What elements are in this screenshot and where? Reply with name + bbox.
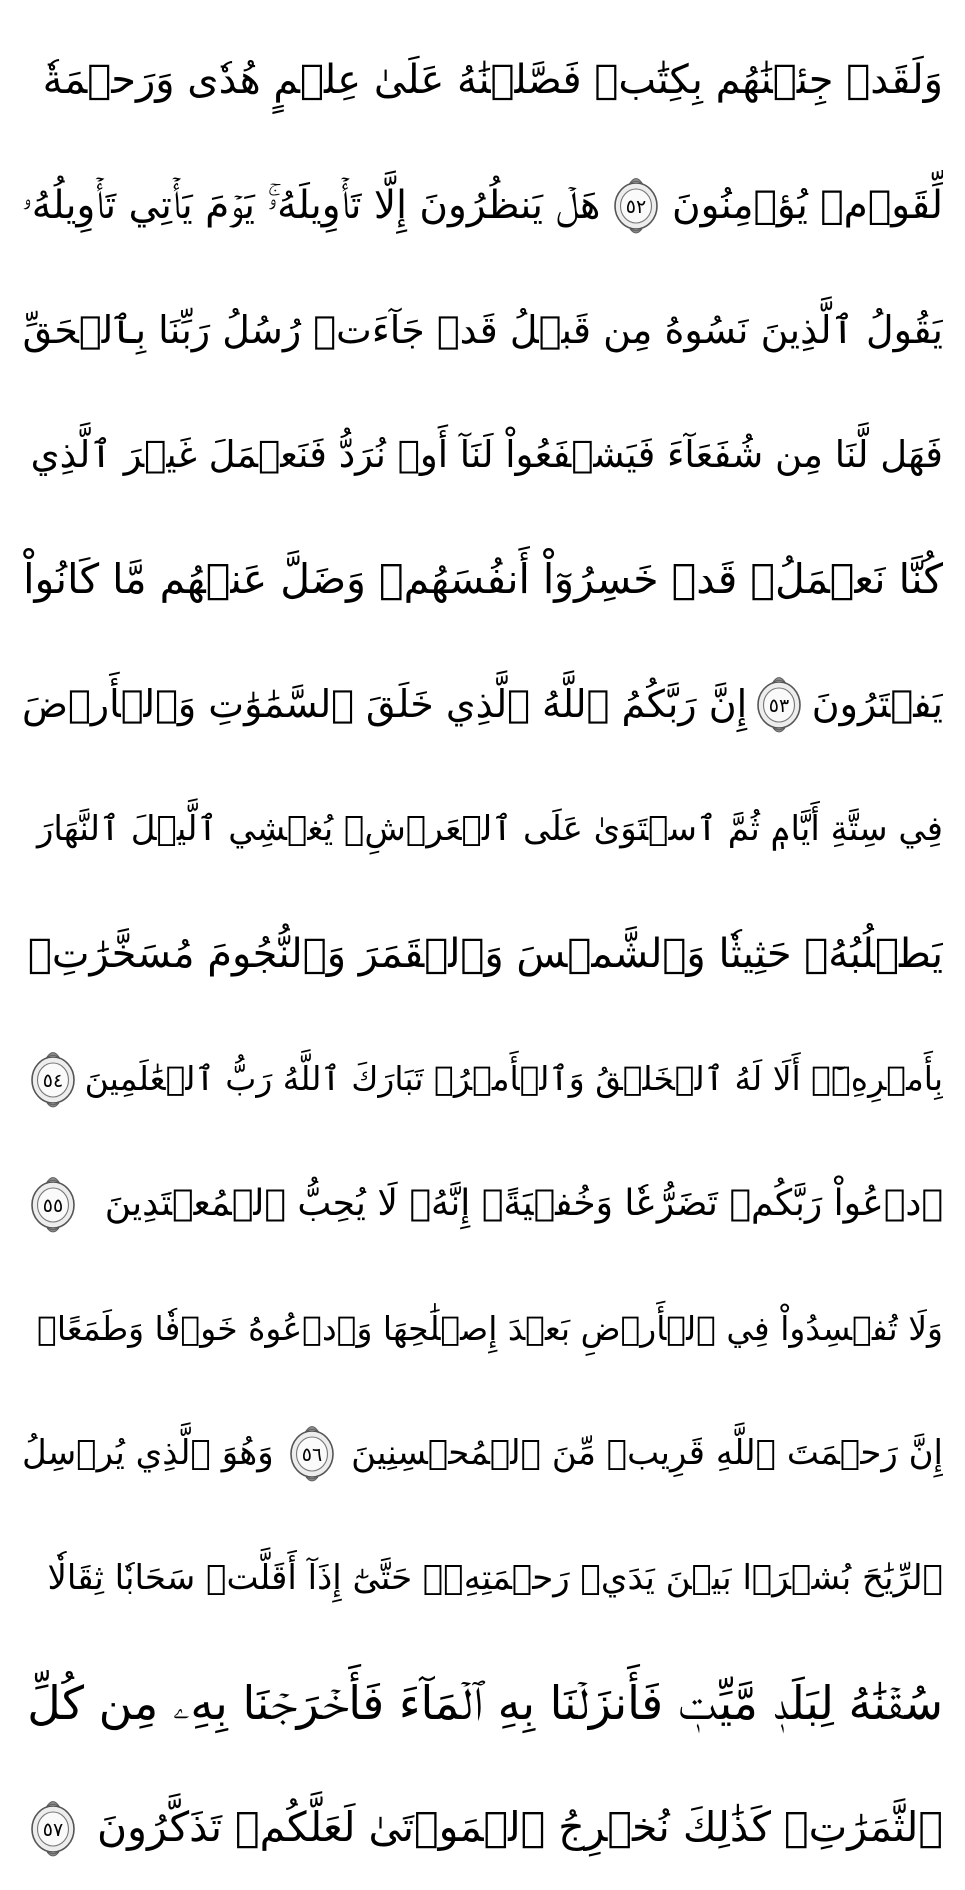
verse-line	[22, 1516, 943, 1641]
ayah-number: ٥٧	[42, 1818, 64, 1841]
ayah-number: ٥٦	[302, 1444, 323, 1467]
ayah-number-marker	[28, 1047, 78, 1111]
verse-text: يَفۡتَرُونَ	[811, 682, 943, 727]
verse-line	[22, 642, 943, 767]
ayah-number: ٥٣	[769, 695, 790, 718]
ayah-number: ٥٤	[42, 1069, 64, 1092]
verse-line	[22, 892, 943, 1017]
ayah-number: ٥٢	[626, 196, 647, 219]
verse-line	[22, 392, 943, 517]
verse-text: إِنَّ رَبَّكُمُ ٱللَّهُ ٱلَّذِي خَلَقَ ٱلسَّمَٰوَٰتِ وَٱلۡأَرۡضَ	[22, 682, 748, 727]
verse-text: يَطۡلُبُهُۥ حَثِيثٗا وَٱلشَّمۡسَ وَٱلۡقَمَرَ وَٱلنُّجُومَ مُسَخَّرَٰتِۭ	[27, 930, 943, 977]
verse-line	[22, 1640, 943, 1765]
ayah-ornament-icon	[287, 1421, 337, 1485]
ayah-number-marker	[28, 1796, 78, 1860]
verse-text: وَلَا تُفۡسِدُواْ فِي ٱلۡأَرۡضِ بَعۡدَ إِصۡلَٰحِهَا وَٱدۡعُوهُ خَوۡفٗا وَطَمَعًاۚ	[37, 1308, 943, 1348]
verse-line	[22, 1391, 943, 1516]
ayah-ornament-icon	[28, 1796, 78, 1860]
verse-text: لِّقَوۡمٖ يُؤۡمِنُونَ	[672, 182, 943, 228]
ayah-number: ٥٥	[42, 1194, 64, 1217]
verse-line	[22, 1141, 943, 1266]
ayah-number-marker	[611, 173, 661, 237]
verse-line	[22, 1266, 943, 1391]
verse-text: كُنَّا نَعۡمَلُۚ قَدۡ خَسِرُوٓاْ أَنفُسَهُمۡ وَضَلَّ عَنۡهُم مَّا كَانُواْ	[23, 555, 943, 604]
verse-line	[22, 1765, 943, 1890]
verse-line	[22, 18, 943, 143]
verse-line	[22, 767, 943, 892]
verse-text: فِي سِتَّةِ أَيَّامٖ ثُمَّ ٱسۡتَوَىٰ عَلَى ٱلۡعَرۡشِۖ يُغۡشِي ٱلَّيۡلَ ٱلنَّهَارَ	[36, 809, 943, 850]
verse-text: إِنَّ رَحۡمَتَ ٱللَّهِ قَرِيبٞ مِّنَ ٱلۡمُحۡسِنِينَ	[351, 1433, 943, 1474]
verse-line	[22, 517, 943, 642]
verse-text: بِأَمۡرِهِۦٓۗ أَلَا لَهُ ٱلۡخَلۡقُ وَٱلۡأَمۡرُۗ تَبَارَكَ ٱللَّهُ رَبُّ ٱلۡعَٰلَمِينَ	[84, 1059, 943, 1099]
verse-text: فَهَل لَّنَا مِن شُفَعَآءَ فَيَشۡفَعُواْ لَنَآ أَوۡ نُرَدُّ فَنَعۡمَلَ غَيۡرَ ٱلَّذِي	[30, 433, 943, 477]
verse-text: ٱلرِّيَٰحَ بُشۡرَۢا بَيۡنَ يَدَيۡ رَحۡمَتِهِۦۖ حَتَّىٰٓ إِذَآ أَقَلَّتۡ سَحَابٗا ثِقَالٗا	[47, 1557, 943, 1598]
verse-text: ٱدۡعُواْ رَبَّكُمۡ تَضَرُّعٗا وَخُفۡيَةًۚ إِنَّهُۥ لَا يُحِبُّ ٱلۡمُعۡتَدِينَ	[104, 1182, 943, 1224]
ayah-ornament-icon	[28, 1172, 78, 1236]
verse-line	[22, 268, 943, 393]
verse-text: وَلَقَدۡ جِئۡنَٰهُم بِكِتَٰبٖ فَصَّلۡنَٰهُ عَلَىٰ عِلۡمٍ هُدٗى وَرَحۡمَةٗ	[42, 57, 943, 104]
ayah-number-marker	[754, 672, 804, 736]
verse-text: سُقۡنَٰهُ لِبَلَدٖ مَّيِّتٖ فَأَنزَلۡنَا بِهِ ٱلۡمَآءَ فَأَخۡرَجۡنَا بِهِۦ مِن كُلِّ	[27, 1675, 943, 1730]
verse-text: ٱلثَّمَرَٰتِۚ كَذَٰلِكَ نُخۡرِجُ ٱلۡمَوۡتَىٰ لَعَلَّكُمۡ تَذَكَّرُونَ	[97, 1803, 943, 1852]
ayah-number-marker	[287, 1421, 337, 1485]
verse-text: وَهُوَ ٱلَّذِي يُرۡسِلُ	[22, 1433, 274, 1474]
verse-text: يَقُولُ ٱلَّذِينَ نَسُوهُ مِن قَبۡلُ قَدۡ جَآءَتۡ رُسُلُ رَبِّنَا بِٱلۡحَقِّ	[22, 307, 943, 352]
ayah-ornament-icon	[28, 1047, 78, 1111]
ayah-ornament-icon	[611, 173, 661, 237]
verse-text: هَلۡ يَنظُرُونَ إِلَّا تَأۡوِيلَهُۥۚ يَوۡمَ يَأۡتِي تَأۡوِيلُهُۥ	[22, 182, 601, 228]
ayah-ornament-icon	[754, 672, 804, 736]
ayah-number-marker	[28, 1172, 78, 1236]
verse-line	[22, 1016, 943, 1141]
verse-line	[22, 143, 943, 268]
